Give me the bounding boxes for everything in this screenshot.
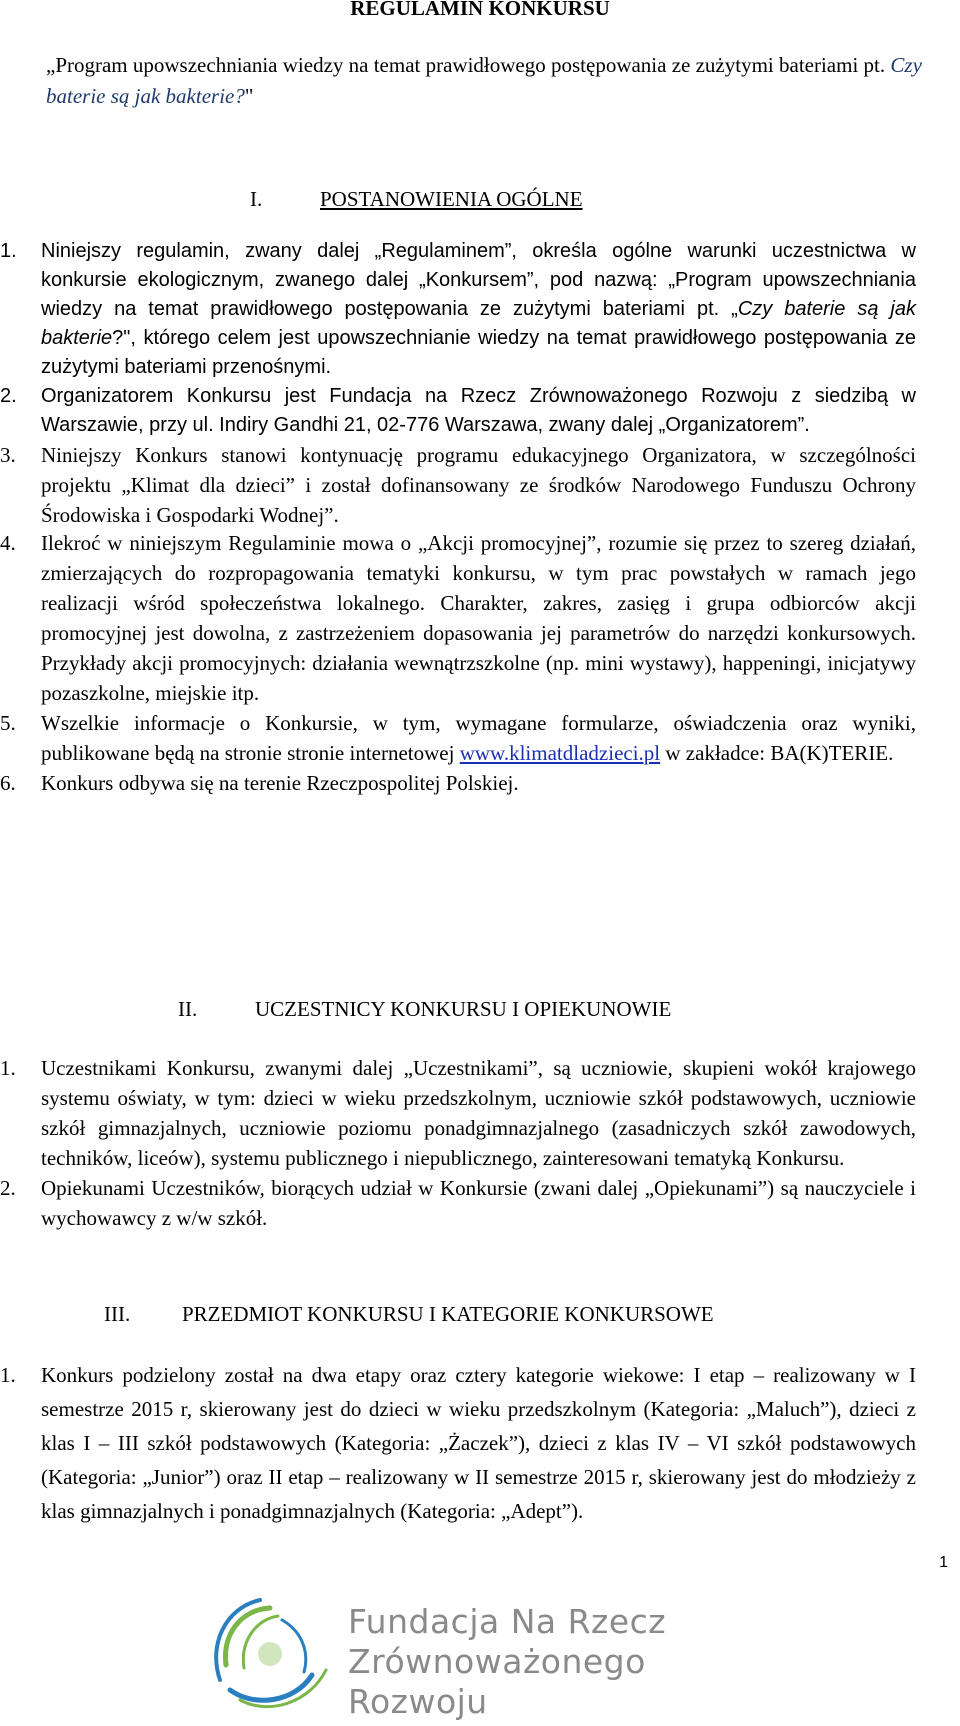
item-text: Uczestnikami Konkursu, zwanymi dalej „Uczestnikami”, są uczniowie, skupieni wokół krajowego systemu oświaty, w tym: dzieci w wieku przedszkolnym, uczniowie szkół podstawowych, uczniowie szkół gimnazjalnych, uczniowie poziomu ponadgimnazjalnego (zasadniczych szkół zawodowych, techników, liceów), systemu publicznego i niepublicznego, zainteresowani tematyką Konkursu. xyxy=(41,1056,916,1170)
item-text: Wszelkie informacje o Konkursie, w tym, wymagane formularze, oświadczenia oraz wyniki, publikowane będą na stronie stronie internetowej xyxy=(41,711,916,765)
item-number: 1. xyxy=(0,240,17,262)
item-number: 6. xyxy=(0,771,16,795)
item-text: Opiekunami Uczestników, biorących udział w Konkursie (zwani dalej „Opiekunami”) są nauczyciele i wychowawcy z w/w szkół. xyxy=(41,1176,916,1230)
logo-text xyxy=(348,1602,700,1722)
item-number: 2. xyxy=(0,385,17,407)
item-italic: Czy baterie są jak bakterie xyxy=(41,298,916,349)
item-text: Niniejszy Konkurs stanowi kontynuację programu edukacyjnego Organizatora, w szczególności projektu „Klimat dla dzieci” i został dofinansowany ze środków Narodowego Funduszu Ochrony Środowiska i Gospodarki Wodnej”. xyxy=(41,443,916,527)
item-number: 1. xyxy=(0,1363,16,1387)
list-item xyxy=(0,768,916,798)
section-title: UCZESTNICY KONKURSU I OPIEKUNOWIE xyxy=(255,997,672,1021)
list-item xyxy=(0,1053,916,1173)
item-text: Konkurs podzielony został na dwa etapy oraz cztery kategorie wiekowe: I etap – realizowany w I semestrze 2015 r, skierowany jest do dzieci w wieku przedszkolnym (Kategoria: „Maluch”), dzieci z klas I – III szkół podstawowych (Kategoria: „Żaczek”), dzieci z klas IV – VI szkół podstawowych (Kategoria: „Junior”) oraz II etap – realizowany w II semestrze 2015 r, skierowany jest do młodzieży z klas gimnazjalnych i ponadgimnazjalnych (Kategoria: „Adept”). xyxy=(41,1363,916,1523)
list-item xyxy=(0,237,916,382)
list-item xyxy=(0,440,916,530)
item-text: Konkurs odbywa się na terenie Rzeczpospolitej Polskiej. xyxy=(41,771,519,795)
item-number: 1. xyxy=(0,1056,16,1080)
section-1-list xyxy=(0,237,960,798)
list-item xyxy=(0,708,916,768)
document-title: REGULAMIN KONKURSU xyxy=(350,0,610,20)
logo-line-1: Fundacja Na Rzecz xyxy=(348,1602,667,1641)
item-number: 2. xyxy=(0,1176,16,1200)
website-link[interactable]: www.klimatdladzieci.pl xyxy=(459,741,661,765)
logo-line-2: Zrównoważonego Rozwoju xyxy=(348,1642,646,1721)
subtitle-text: „Program upowszechniania wiedzy na temat prawidłowego postępowania ze zużytymi bateriami pt. xyxy=(46,53,891,77)
subtitle-italic: Czy baterie są jak bakterie? xyxy=(46,53,922,108)
item-number: 3. xyxy=(0,443,16,467)
item-text: Ilekroć w niniejszym Regulaminie mowa o „Akcji promocyjnej”, rozumie się przez to szereg działań, zmierzających do rozpropagowania tematyki konkursu, w tym prac powstałych w ramach jego realizacji wśród społeczeństwa lokalnego. Charakter, zakres, zasięg i grupa odbiorców akcji promocyjnej jest dowolna, z zastrzeżeniem dopasowania jej parametrów do narzędzi konkursowych. Przykłady akcji promocyjnych: działania wewnątrzszkolne (np. mini wystawy), happeningi, inicjatywy pozaszkolne, miejskie itp. xyxy=(41,531,916,705)
section-number: II. xyxy=(178,997,198,1021)
section-title: PRZEDMIOT KONKURSU I KATEGORIE KONKURSOWE xyxy=(182,1302,714,1326)
list-item xyxy=(0,382,916,440)
item-text: ?", którego celem jest upowszechnianie wiedzy na temat prawidłowego postępowania ze zużytymi bateriami przenośnymi. xyxy=(41,327,916,378)
item-text: Niniejszy regulamin, zwany dalej „Regulaminem”, określa ogólne warunki uczestnictwa w konkursie ekologicznym, zwanego dalej „Konkursem”, pod nazwą: „Program upowszechniania wiedzy na temat prawidłowego postępowania ze zużytymi bateriami pt. „ xyxy=(41,240,916,320)
section-number: III. xyxy=(104,1302,131,1326)
item-text: Organizatorem Konkursu jest Fundacja na Rzecz Zrównoważonego Rozwoju z siedzibą w Warszawie, przy ul. Indiry Gandhi 21, 02-776 Warszawa, zwany dalej „Organizatorem”. xyxy=(41,385,916,436)
section-2-list xyxy=(0,1053,960,1233)
section-number: I. xyxy=(250,187,263,211)
page-number: 1 xyxy=(939,1554,948,1571)
logo-mark-icon xyxy=(200,1590,340,1720)
item-text: w zakładce: BA(K)TERIE. xyxy=(660,741,894,765)
section-title: POSTANOWIENIA OGÓLNE xyxy=(320,187,583,211)
subtitle-end: " xyxy=(244,84,254,108)
list-item xyxy=(0,1173,916,1233)
item-number: 4. xyxy=(0,531,16,555)
document-subtitle xyxy=(46,50,926,112)
list-item xyxy=(0,528,916,708)
list-item xyxy=(0,1358,916,1528)
foundation-logo xyxy=(200,1590,700,1720)
item-number: 5. xyxy=(0,711,16,735)
section-3-list xyxy=(0,1358,960,1528)
